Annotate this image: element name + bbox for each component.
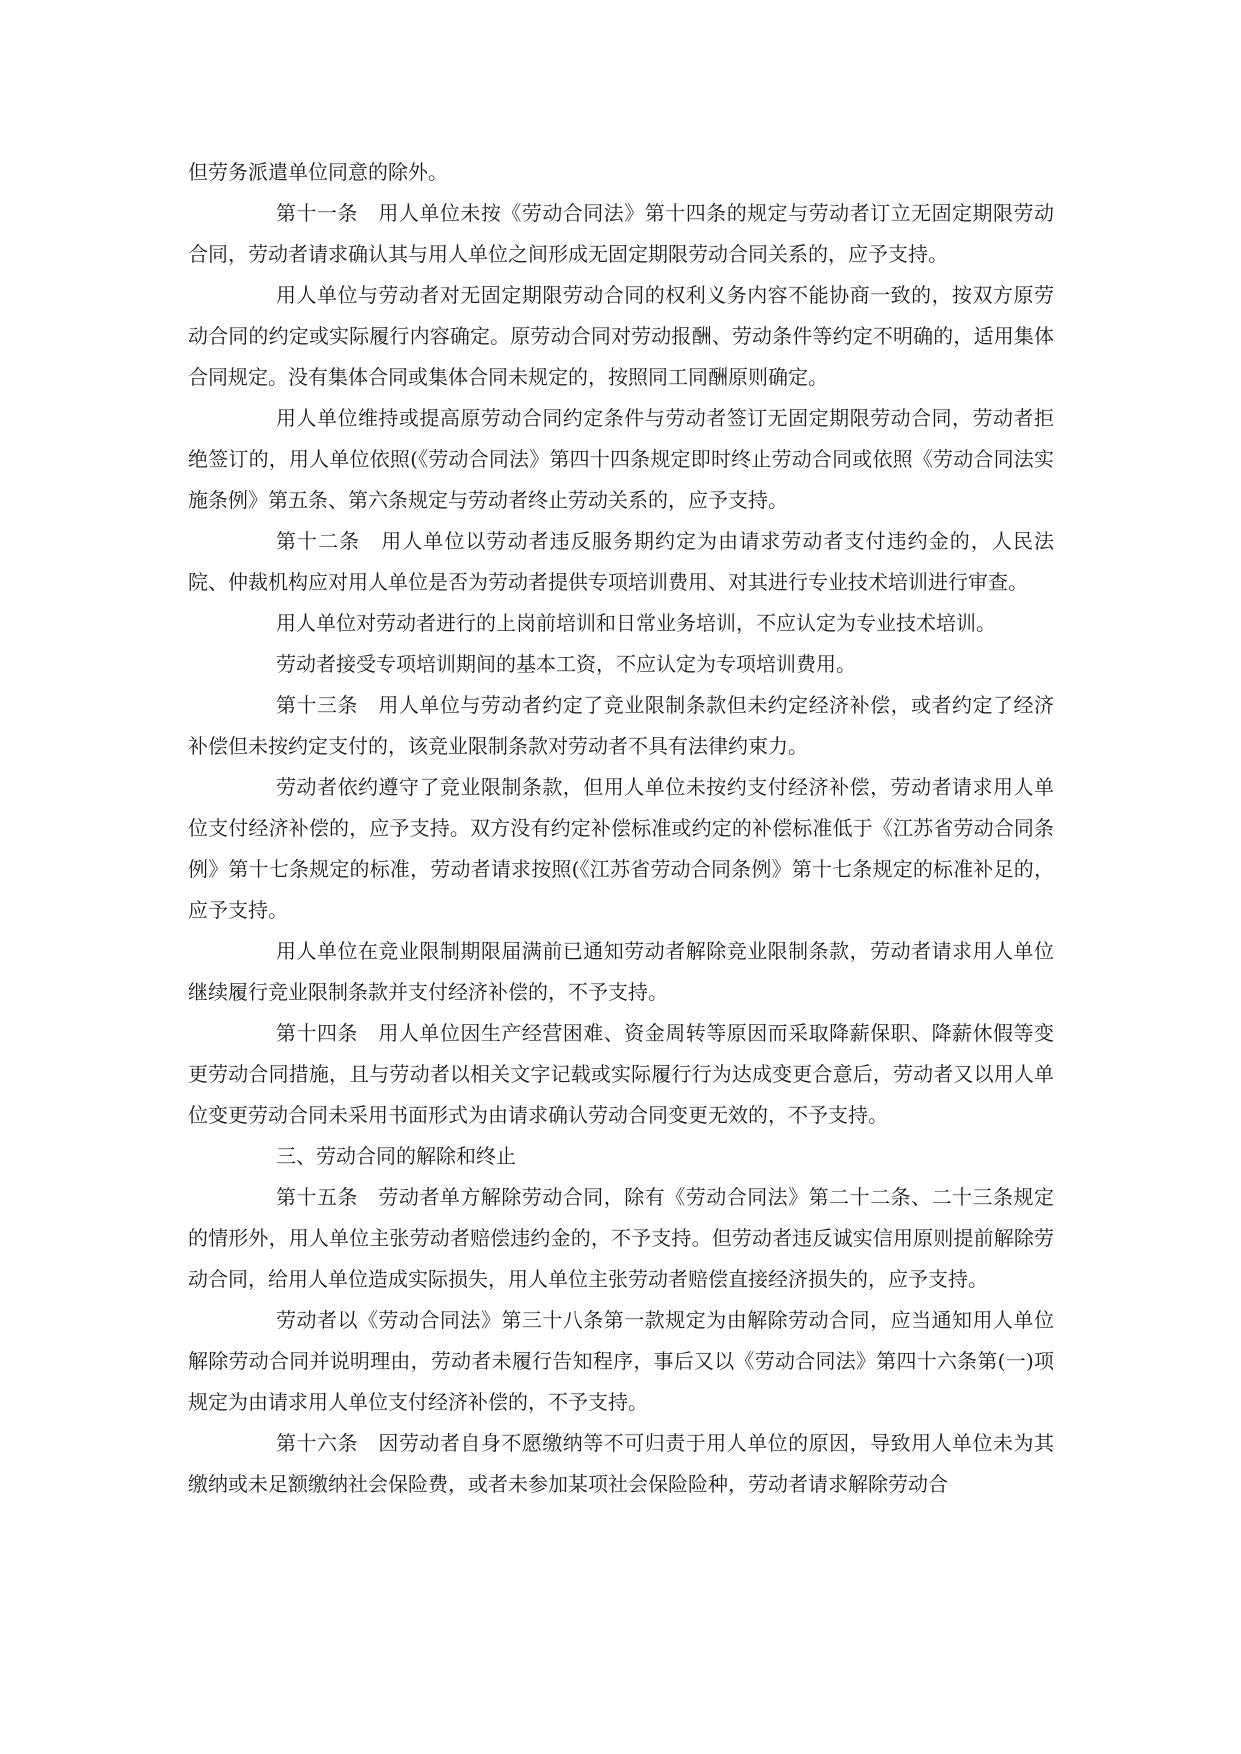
document-page [188,152,1054,1505]
paragraph-5: 第十二条 用人单位以劳动者违反服务期约定为由请求劳动者支付违约金的，人民法院、仲裁机构应对用人单位是否为劳动者提供专项培训费用、对其进行专业技术培训进行审查。 [188,529,1054,594]
paragraph-13: 第十五条 劳动者单方解除劳动合同，除有《劳动合同法》第二十二条、二十三条规定的情形外，用人单位主张劳动者赔偿违约金的，不予支持。但劳动者违反诚实信用原则提前解除劳动合同，给用人单位造成实际损失，用人单位主张劳动者赔偿直接经济损失的，应予支持。 [188,1185,1054,1291]
paragraph-4: 用人单位维持或提高原劳动合同约定条件与劳动者签订无固定期限劳动合同，劳动者拒绝签订的，用人单位依照(《劳动合同法》第四十四条规定即时终止劳动合同或依照《劳动合同法实施条例》第五条、第六条规定与劳动者终止劳动关系的，应予支持。 [188,406,1054,512]
paragraph-15: 第十六条 因劳动者自身不愿缴纳等不可归责于用人单位的原因，导致用人单位未为其缴纳或未足额缴纳社会保险费，或者未参加某项社会保险险种，劳动者请求解除劳动合 [188,1431,1054,1496]
paragraph-9: 劳动者依约遵守了竞业限制条款，但用人单位未按约支付经济补偿，劳动者请求用人单位支付经济补偿的，应予支持。双方没有约定补偿标准或约定的补偿标准低于《江苏省劳动合同条例》第十七条规定的标准，劳动者请求按照(《江苏省劳动合同条例》第十七条规定的标准补足的，应予支持。 [188,775,1054,922]
paragraph-14: 劳动者以《劳动合同法》第三十八条第一款规定为由解除劳动合同，应当通知用人单位解除劳动合同并说明理由，劳动者未履行告知程序，事后又以《劳动合同法》第四十六条第(一)项规定为由请求用人单位支付经济补偿的，不予支持。 [188,1308,1054,1414]
section-heading: 三、劳动合同的解除和终止 [276,1144,516,1168]
paragraph-10: 用人单位在竞业限制期限届满前已通知劳动者解除竞业限制条款，劳动者请求用人单位继续履行竞业限制条款并支付经济补偿的，不予支持。 [188,939,1054,1004]
paragraph-1: 但劳务派遣单位同意的除外。 [188,160,448,184]
paragraph-2: 第十一条 用人单位未按《劳动合同法》第十四条的规定与劳动者订立无固定期限劳动合同，劳动者请求确认其与用人单位之间形成无固定期限劳动合同关系的，应予支持。 [188,201,1054,266]
paragraph-7: 劳动者接受专项培训期间的基本工资，不应认定为专项培训费用。 [276,652,856,676]
paragraph-3: 用人单位与劳动者对无固定期限劳动合同的权利义务内容不能协商一致的，按双方原劳动合同的约定或实际履行内容确定。原劳动合同对劳动报酬、劳动条件等约定不明确的，适用集体合同规定。没有集体合同或集体合同未规定的，按照同工同酬原则确定。 [188,283,1054,389]
paragraph-8: 第十三条 用人单位与劳动者约定了竞业限制条款但未约定经济补偿，或者约定了经济补偿但未按约定支付的，该竞业限制条款对劳动者不具有法律约束力。 [188,693,1054,758]
paragraph-11: 第十四条 用人单位因生产经营困难、资金周转等原因而采取降薪保职、降薪休假等变更劳动合同措施，且与劳动者以相关文字记载或实际履行行为达成变更合意后，劳动者又以用人单位变更劳动合同未采用书面形式为由请求确认劳动合同变更无效的，不予支持。 [188,1021,1054,1127]
paragraph-6: 用人单位对劳动者进行的上岗前培训和日常业务培训，不应认定为专业技术培训。 [276,611,996,635]
